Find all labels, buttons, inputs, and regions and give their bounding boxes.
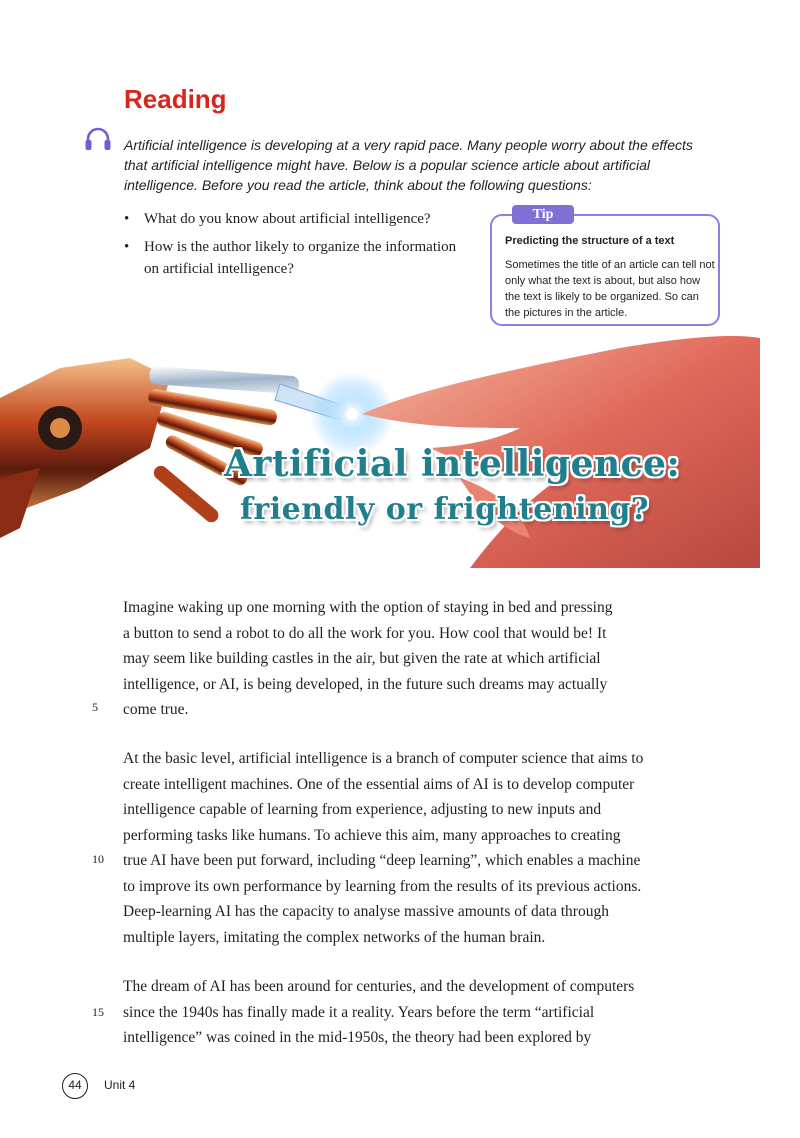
article-title-line2: friendly or frightening? (240, 492, 649, 527)
tip-title: Predicting the structure of a text (505, 235, 675, 247)
article-paragraph (123, 974, 703, 1051)
article-line: to improve its own performance by learning from the results of its previous actions. (123, 877, 642, 895)
question-item (124, 208, 464, 230)
article-line: come true. (123, 701, 189, 718)
question-item (124, 236, 464, 280)
article-line: intelligence” was coined in the mid-1950s, the theory had been explored by (123, 1029, 592, 1046)
section-heading: Reading (124, 84, 227, 114)
question-text: What do you know about artificial intelligence? (144, 211, 431, 227)
line-number: 10 (92, 852, 104, 866)
bullet-icon: • (124, 239, 130, 255)
tip-body: Sometimes the title of an article can tell not only what the text is about, but also how the text is likely to be organized. So can the pictures in the article. (505, 259, 715, 319)
headphones-icon (84, 126, 112, 152)
intro-text: Artificial intelligence is developing at a very rapid pace. Many people worry about the effects that artificial intelligence might have. Below is a popular science article about artificial intelligence. Before you read the article, think about the following questions: (124, 137, 693, 193)
article-line: Deep-learning AI has the capacity to analyse massive amounts of data through (123, 903, 609, 920)
article-line: create intelligent machines. One of the essential aims of AI is to develop computer (123, 775, 635, 793)
article-line: since the 1940s has finally made it a reality. Years before the term “artificial (123, 1003, 595, 1021)
article-line: true AI have been put forward, including “deep learning”, which enables a machine (123, 852, 641, 869)
page-number: 44 (62, 1073, 88, 1099)
line-number: 5 (92, 700, 98, 714)
tip-label: Tip (512, 205, 574, 224)
article-line: At the basic level, artificial intelligence is a branch of computer science that aims to (123, 750, 644, 767)
article-line: intelligence capable of learning from experience, adjusting to new inputs and (123, 801, 602, 818)
article-line: The dream of AI has been around for centuries, and the development of computers (123, 978, 635, 995)
question-text: How is the author likely to organize the information on artificial intelligence? (144, 239, 457, 277)
article-paragraph (123, 595, 703, 723)
pre-reading-questions (124, 208, 464, 286)
article-line: performing tasks like humans. To achieve this aim, many approaches to creating (123, 826, 621, 844)
article-line: may seem like building castles in the air, but given the rate at which artificial (123, 650, 601, 667)
article-title-line1: Artificial intelligence: (224, 443, 681, 485)
article-line: Imagine waking up one morning with the option of staying in bed and pressing (123, 599, 613, 616)
bullet-icon: • (124, 211, 130, 227)
article-line: multiple layers, imitating the complex networks of the human brain. (123, 928, 546, 946)
article-paragraph (123, 746, 703, 950)
article-line: a button to send a robot to do all the work for you. How cool that would be! It (123, 624, 607, 642)
article-line: intelligence, or AI, is being developed, in the future such dreams may actually (123, 675, 608, 693)
unit-label: Unit 4 (104, 1078, 136, 1092)
line-number: 15 (92, 1005, 104, 1019)
